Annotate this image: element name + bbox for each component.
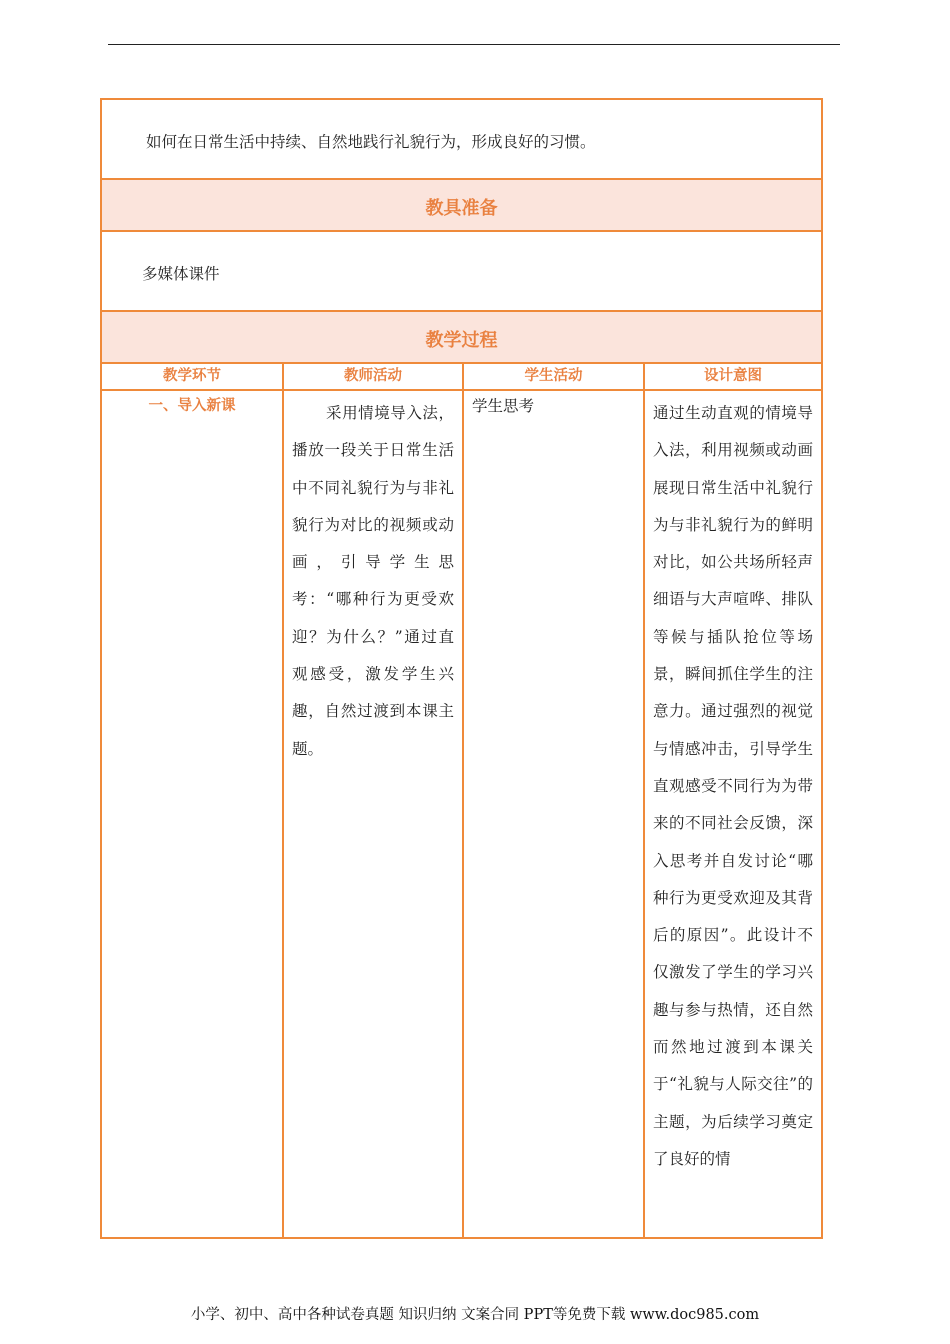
column-header-teacher: 教师活动	[282, 364, 462, 389]
column-header-student: 学生活动	[462, 364, 643, 389]
tools-content-row	[102, 232, 821, 312]
tools-header: 教具准备	[425, 198, 498, 219]
question-text: 如何在日常生活中持续、自然地践行礼貌行为，形成良好的习惯。	[146, 133, 596, 151]
table-row	[102, 391, 821, 1237]
column-header-row	[102, 364, 821, 391]
column-header-stage: 教学环节	[163, 368, 221, 384]
header-rule	[108, 44, 840, 45]
tools-header-row	[102, 180, 821, 232]
process-header-row	[102, 312, 821, 364]
teacher-activity-cell: 采用情境导入法，播放一段关于日常生活中不同礼貌行为与非礼貌行为对比的视频或动画，引导学生思考：“哪种行为更受欢迎？为什么？”通过直观感受，激发学生兴趣，自然过渡到本课主题。	[282, 391, 462, 1237]
question-row	[102, 100, 821, 180]
lesson-plan-table	[100, 98, 823, 1239]
stage-cell: 一、导入新课	[148, 398, 236, 414]
footer-text: 小学、初中、高中各种试卷真题 知识归纳 文案合同 PPT等免费下载 www.doc985.com	[190, 1307, 760, 1323]
tools-content: 多媒体课件	[142, 265, 220, 283]
design-intent-cell: 通过生动直观的情境导入法，利用视频或动画展现日常生活中礼貌行为与非礼貌行为的鲜明对比，如公共场所轻声细语与大声喧哗、排队等候与插队抢位等场景，瞬间抓住学生的注意力。通过强烈的视觉与情感冲击，引导学生直观感受不同行为为带来的不同社会反馈，深入思考并自发讨论“哪种行为更受欢迎及其背后的原因”。此设计不仅激发了学生的学习兴趣与参与热情，还自然而然地过渡到本课关于“礼貌与人际交往”的主题，为后续学习奠定了良好的情	[643, 391, 821, 1237]
process-header: 教学过程	[425, 330, 498, 351]
column-header-intent: 设计意图	[643, 364, 821, 389]
student-activity-cell: 学生思考	[462, 391, 643, 1237]
